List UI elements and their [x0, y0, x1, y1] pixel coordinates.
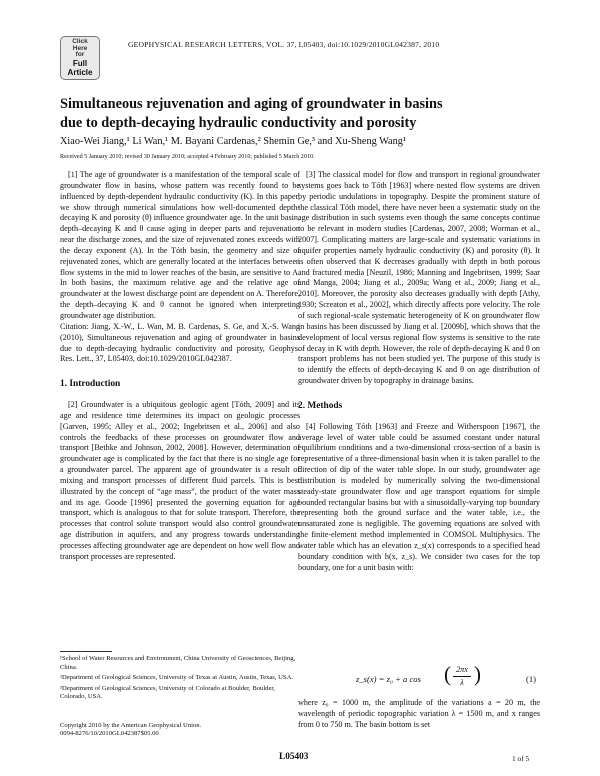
footnote-3: ³Department of Geological Sciences, University of Colorado at Boulder, Boulder, Colorado, USA.	[60, 684, 275, 701]
equation-open-paren: (	[444, 662, 451, 686]
abstract-paragraph: [1] The age of groundwater is a manifestation of the temporal scale of groundwater flow in basins, whose pattern was recently found to be influenced by depth-dependent hydraulic conductivity (K). In this paper, we show through numerical simulations how well-documented depth-decaying K and porosity (θ) influence groundwater age. In the unit basin, depth–decaying K and θ cause aging in deeper parts and rejuvenation near the discharge zones, and the size of rejuvenated zones exceeds with the decay exponent (A). In the Tóth basin, the geometry and size of rejuvenated zones, which are generally located at the interfaces between flow systems in the mid to lower reaches of the basin, are sensitive to A. In both basins, the maximum relative age and the relative age of groundwater at the lowest discharge point are dependent on A. Therefore, the depth–decaying K and θ cannot be ignored when interpreting groundwater age distribution.	[60, 170, 300, 320]
click-here-full-article-logo[interactable]	[60, 36, 100, 80]
copyright-notice	[60, 722, 300, 739]
intro-paragraph-3: [3] The classical model for flow and transport in regional groundwater systems goes back to Tóth [1963] where nested flow systems are driven by periodic undulations in topography. Despite the prominent stature of the classical Tóth model, there have never been a systematic study on the age distribution in such systems even though the same concepts continue to be relevant in modern studies [Cardenas, 2007, 2008; Worman et al., 2007]. Complicating matters are large-scale and systematic variations in aquifer properties namely hydraulic conductivity (K) and porosity (θ). It is often observed that K decreases gradually with depth in both porous and fractured media [Neuzil, 1986; Manning and Ingebritsen, 1999; Saar and Manga, 2004; Jiang et al., 2009a; Wang et al., 2009; Jiang et al., 2010]. Moreover, the porosity also decreases gradually with depth [Athy, 1930; Screaton et al., 2002], which directly affects pore velocity. The role of such regional-scale systematic heterogeneity of K on groundwater flow in basins has been discussed by Jiang et al. [2009b], which shows that the development of local versus regional flow systems is sensitive to the rate of decay in K with depth. However, the role of depth-decaying K and θ on transport problems has not been studied yet. The purpose of this study is to identify the effects of depth-decaying K and θ on age distribution of groundwater driven by topography in drainage basins.	[298, 170, 540, 386]
journal-header: GEOPHYSICAL RESEARCH LETTERS, VOL. 37, L05403, doi:10.1029/2010GL042387, 2010	[128, 40, 440, 49]
equation-lhs: z_s(x) = z₀ + a cos	[356, 674, 421, 684]
paper-title	[60, 95, 540, 133]
equation-number: (1)	[526, 674, 537, 684]
logo-click-text: Click	[72, 38, 88, 46]
equation-denominator: λ	[460, 678, 464, 687]
equation-numerator: 2πx	[453, 664, 471, 677]
left-column	[60, 170, 300, 563]
footer-page-number: 1 of 5	[512, 754, 530, 763]
footnote-divider	[60, 651, 112, 652]
issn-line: 0094-8276/10/2010GL042387$05.00	[60, 730, 159, 738]
citation-paragraph: Citation: Jiang, X.-W., L. Wan, M. B. Cardenas, S. Ge, and X.-S. Wang (2010), Simultaneous rejuvenation and aging of groundwater in basins due to depth-decaying hydraulic conductivity and porosity, Geophys. Res. Lett., 37, L05403, doi:10.1029/2010GL042387.	[60, 321, 300, 364]
logo-for-text: for	[75, 51, 85, 59]
received-dates: Received 5 January 2010; revised 30 January 2010; accepted 4 February 2010; published 5 March 2010.	[60, 154, 315, 160]
logo-article-text: Article	[67, 67, 93, 77]
equation-1	[298, 660, 540, 696]
right-column	[298, 170, 540, 574]
author-list: Xiao-Wei Jiang,¹ Li Wan,¹ M. Bayani Cardenas,² Shemin Ge,³ and Xu-Sheng Wang¹	[60, 136, 407, 147]
footnote-1: ¹School of Water Resources and Environment, China University of Geosciences, Beijing, China.	[60, 655, 296, 671]
title-line-2: due to depth-decaying hydraulic conductivity and porosity	[60, 115, 417, 131]
equation-close-paren: )	[474, 662, 481, 686]
logo-here-text: Here	[72, 44, 88, 52]
equation-followup-text: where z₀ = 1000 m, the amplitude of the variations a = 20 m, the wavelength of periodic topographic variation λ = 1500 m, and x ranges from 0 to 750 m. The basin bottom is set	[298, 698, 540, 729]
affiliation-footnotes	[60, 655, 300, 704]
footer-article-code: L05403	[279, 752, 309, 762]
section-heading-introduction: 1. Introduction	[60, 379, 121, 390]
intro-paragraph-2: [2] Groundwater is a ubiquitous geologic agent [Tóth, 2009] and its age and residence time determines its impact on geologic processes [Garven, 1995; Alley et al., 2002; Ingebritsen et al., 2006] and also controls the feedbacks of these processes on groundwater flow and transport [Bethke and Johnson, 2002, 2008]. However, determination of groundwater age is complicated by the fact that there is no single age for a groundwater parcel. The apparent age of groundwater is a result of mixing and transport processes of different fluid parcels. This is best illustrated by the concept of “age mass”, the product of the water mass and its age. Goode [1996] presented the governing equation for age transport, which is analogous to that for solute transport. Therefore, the processes that control solute transport would also control groundwater age distribution in aquifers, and any progress towards understanding processes affecting groundwater age are dependent on how well flow and transport processes are represented.	[60, 400, 300, 561]
title-line-1: Simultaneous rejuvenation and aging of groundwater in basins	[60, 96, 443, 112]
section-heading-methods: 2. Methods	[298, 400, 343, 411]
logo-full-text: Full	[72, 58, 88, 68]
methods-paragraph-4: [4] Following Tóth [1963] and Freeze and Witherspoon [1967], the average level of water table could be assumed constant under natural equilibrium conditions and a two-dimensional cross-section of a basin is representative of a three-dimensional basin when it is taken parallel to the direction of dip of the water table slope. In our study, groundwater age distribution is modeled by numerically solving the two-dimensional steady-state groundwater flow and age transport equations for simple bounded rectangular basins but with a sinusoidally-varying top boundary representing both the ground surface and the water table, i.e., the unsaturated zone is negligible. The governing equations are solved with the finite-element method implemented in COMSOL Multiphysics. The water table which has an elevation z_s(x) corresponds to a specified head boundary condition with h(x, z_s). We consider two cases for the top boundary, one for a unit basin with:	[298, 421, 540, 572]
footnote-2: ²Department of Geological Sciences, University of Texas at Austin, Austin, Texas, USA.	[60, 674, 294, 682]
equation-fraction	[453, 664, 471, 689]
copyright-line: Copyright 2010 by the American Geophysical Union.	[60, 722, 202, 729]
